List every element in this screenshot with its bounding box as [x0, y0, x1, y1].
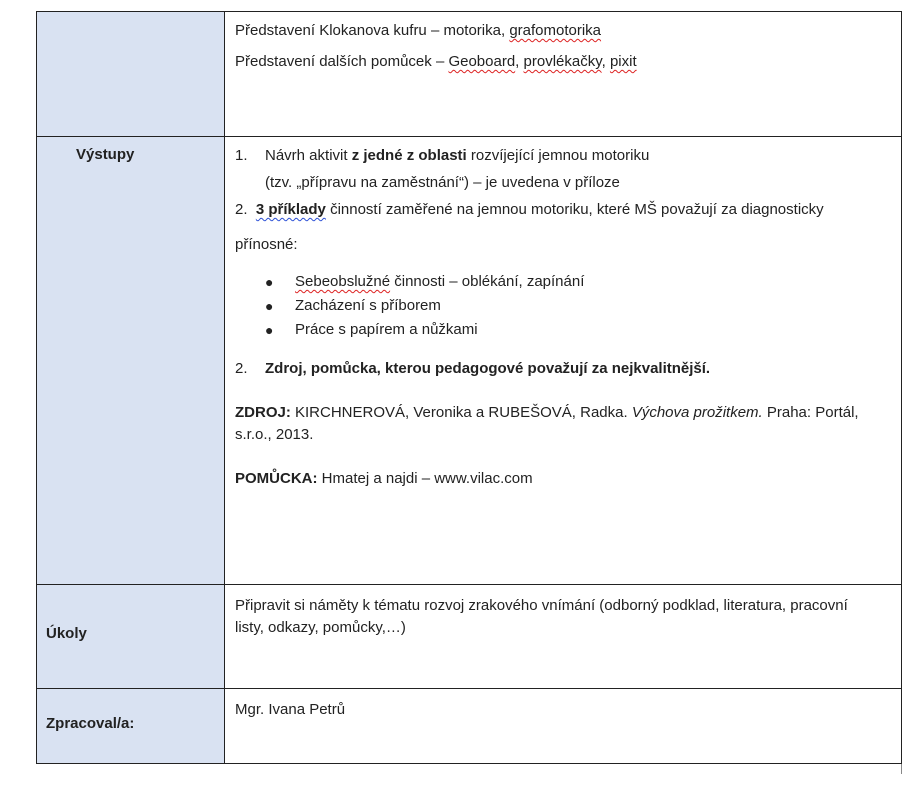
bullet-label: činnosti – oblékání, zapínání: [390, 273, 585, 290]
bullet-item: [265, 270, 893, 294]
list-number: 2.: [235, 360, 248, 377]
zdroj-tail: Praha: Portál, s.r.o., 2013.: [235, 404, 859, 443]
page-edge-mark: [901, 764, 902, 774]
row-vystupy: [36, 137, 902, 585]
document-table: [36, 11, 902, 764]
zpracoval-label: Zpracoval/a:: [46, 715, 135, 732]
intro-line-2: [235, 51, 893, 73]
spell-error-provlekacky: provlékačky: [523, 53, 602, 70]
pomucka-label: POMŮCKA:: [235, 470, 318, 487]
separator: ,: [601, 53, 610, 70]
row-zpracoval-content: [225, 689, 901, 763]
item1-text-post: rozvíjející jemnou motoriku: [466, 147, 650, 164]
spell-error-grafomotorika: grafomotorika: [509, 22, 602, 39]
zpracoval-text: Mgr. Ivana Petrů: [235, 701, 346, 718]
row-vystupy-label-cell: [37, 137, 225, 584]
bullet-item: [265, 294, 893, 318]
zdroj-text: KIRCHNEROVÁ, Veronika a RUBEŠOVÁ, Radka.: [290, 404, 632, 421]
bullet-dot-icon: ●: [265, 322, 274, 338]
list-number: 2.: [235, 201, 248, 218]
intro-line-1-text: Představení Klokanova kufru – motorika,: [235, 22, 510, 39]
item1-bold: z jedné z oblasti: [351, 147, 467, 164]
item3-bold: Zdroj, pomůcka, kterou pedagogové považují za nejkvalitnější.: [265, 360, 711, 377]
item1-line2: (tzv. „přípravu na zaměstnání“) – je uvedena v příloze: [265, 174, 620, 191]
bullet-text: [295, 270, 584, 294]
bullet-text: [295, 294, 441, 318]
intro-line-1: [235, 20, 893, 42]
ukoly-text: Připravit si náměty k tématu rozvoj zrakového vnímání (odborný podklad, literatura, pracovní listy, odkazy, pomůcky,…): [235, 597, 848, 636]
zdroj-title: Výchova prožitkem.: [631, 404, 763, 421]
list-item-1: [235, 145, 893, 194]
item2-line2: přínosné:: [235, 236, 298, 253]
item1-text: Návrh aktivit: [265, 147, 352, 164]
bullet-label: Zacházení s příborem: [295, 297, 441, 314]
spell-error-geoboard: Geoboard: [448, 53, 516, 70]
bullet-dot-icon: ●: [265, 298, 274, 314]
row-intro: [36, 11, 902, 137]
pomucka-paragraph: [235, 468, 893, 490]
row-zpracoval: [36, 689, 902, 764]
ukoly-label: Úkoly: [46, 625, 87, 642]
row-zpracoval-label-cell: [37, 689, 225, 763]
bullet-label: Práce s papírem a nůžkami: [295, 321, 478, 338]
zdroj-paragraph: [235, 402, 893, 446]
bullet-dot-icon: ●: [265, 274, 274, 290]
row-vystupy-content: [225, 137, 901, 584]
zdroj-label: ZDROJ:: [235, 404, 291, 421]
intro-line-2-text: Představení dalších pomůcek –: [235, 53, 449, 70]
spell-error-pixit: pixit: [609, 53, 637, 70]
separator: ,: [515, 53, 524, 70]
pomucka-text: Hmatej a najdi – www.vilac.com: [317, 470, 533, 487]
list-number: 1.: [235, 147, 248, 164]
spell-error-word: Sebeobslužné: [295, 273, 391, 290]
row-ukoly-content: [225, 585, 901, 688]
list-item-3: [235, 358, 893, 380]
list-item-2: [235, 199, 893, 221]
item2-text: činností zaměřené na jemnou motoriku, které MŠ považují za diagnosticky: [325, 201, 824, 218]
vystupy-label: Výstupy: [76, 146, 135, 163]
bullet-text: [295, 318, 478, 342]
row-ukoly-label-cell: [37, 585, 225, 688]
row-ukoly: [36, 585, 902, 689]
row-intro-label-cell: [37, 12, 225, 136]
bullet-list: [235, 270, 893, 342]
item2-bold: 3 příklady: [255, 201, 326, 218]
bullet-item: [265, 318, 893, 342]
row-intro-content: [225, 12, 901, 136]
